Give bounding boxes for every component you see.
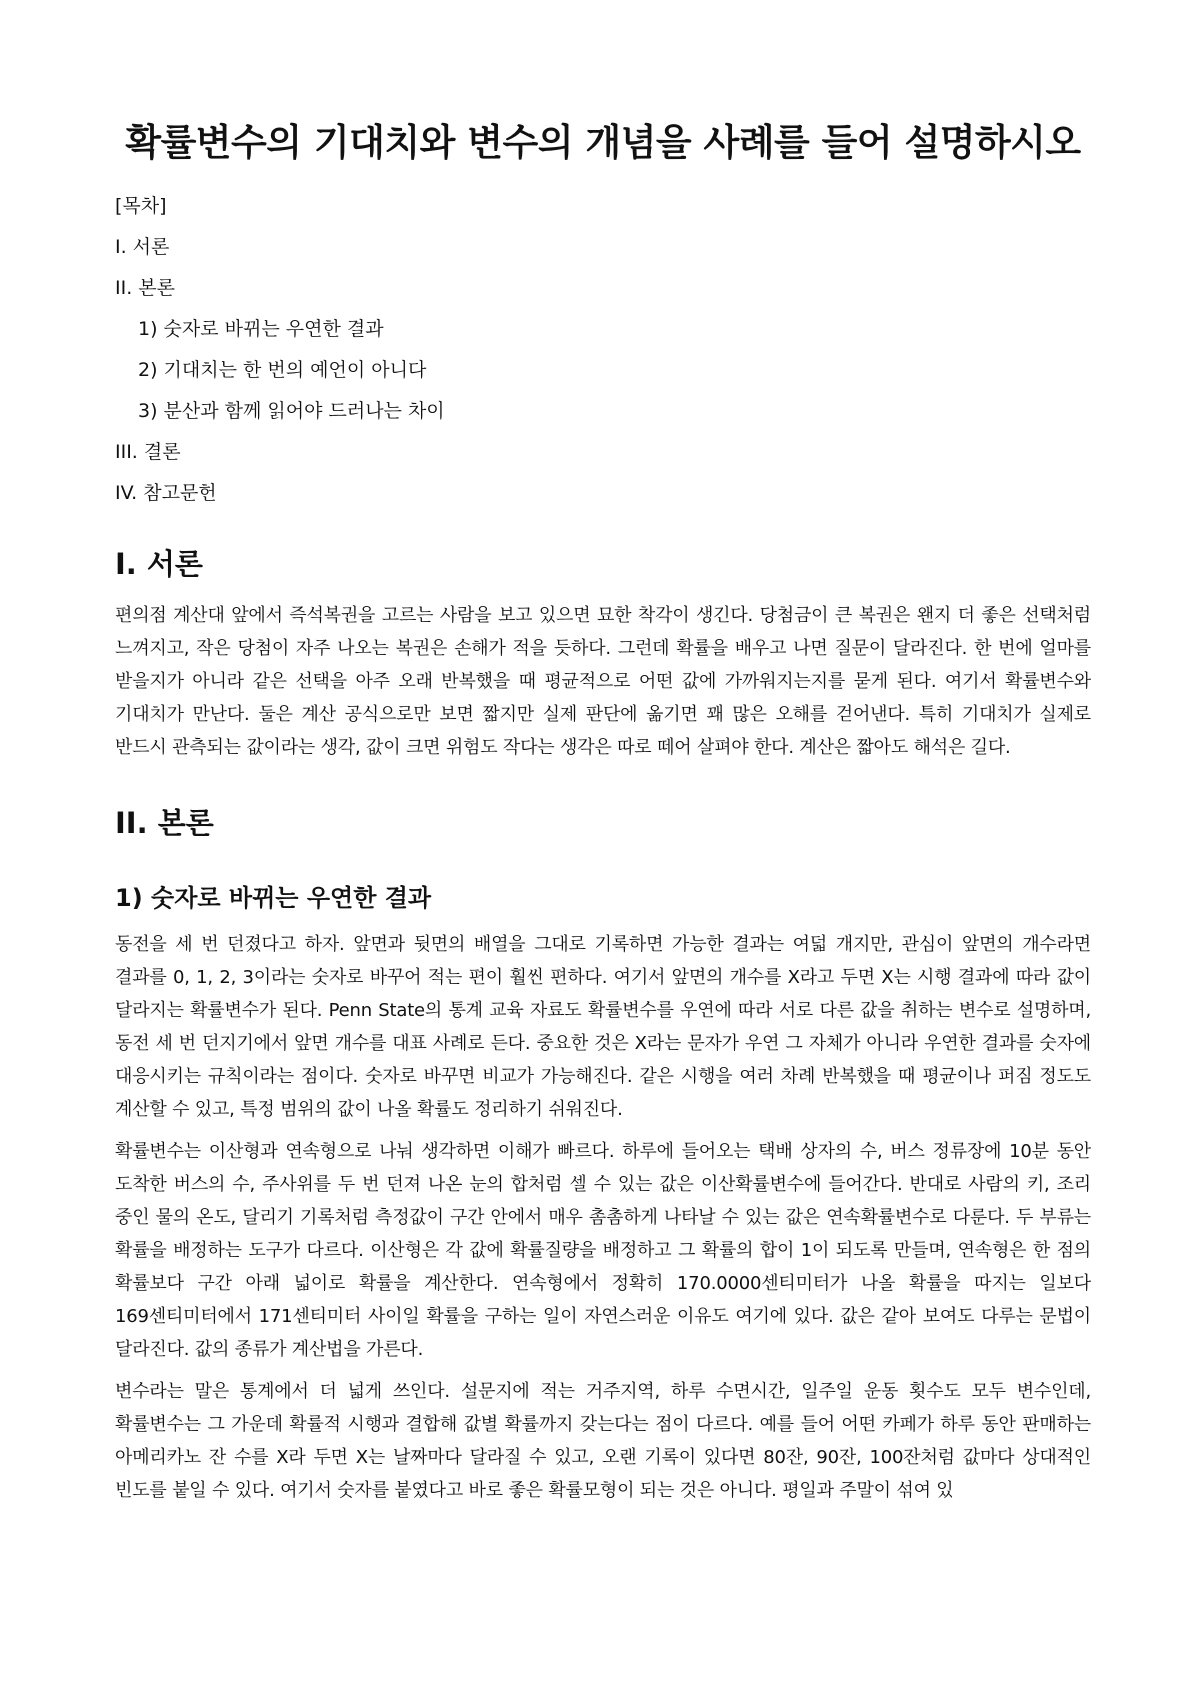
document-title: 확률변수의 기대치와 변수의 개념을 사례를 들어 설명하시오: [125, 121, 1081, 164]
toc-heading: [목차]: [115, 195, 167, 217]
section-heading-body: II. 본론: [115, 806, 214, 840]
body-paragraph: 동전을 세 번 던졌다고 하자. 앞면과 뒷면의 배열을 그대로 기록하면 가능한 결과는 여덟 개지만, 관심이 앞면의 개수라면 결과를 0, 1, 2, 3이라는 숫자로 바꾸어 적는 편이 훨씬 편하다. 여기서 앞면의 개수를 X라고 두면 X는 시행 결과에 따라 값이 달라지는 확률변수가 된다. Penn State의 통계 교육 자료도 확률변수를 우연에 따라 서로 다른 값을 취하는 변수로 설명하며, 동전 세 번 던지기에서 앞면 개수를 대표 사례로 든다. 중요한 것은 X라는 문자가 우연 그 자체가 아니라 우연한 결과를 숫자에 대응시키는 규칙이라는 점이다. 숫자로 바꾸면 비교가 가능해진다. 같은 시행을 여러 차례 반복했을 때 평균이나 퍼짐 정도도 계산할 수 있고, 특정 범위의 값이 나올 확률도 정리하기 쉬워진다.: [115, 934, 1091, 1120]
body-paragraph: 변수라는 말은 통계에서 더 넓게 쓰인다. 설문지에 적는 거주지역, 하루 수면시간, 일주일 운동 횟수도 모두 변수인데, 확률변수는 그 가운데 확률적 시행과 결합해 값별 확률까지 갖는다는 점이 다르다. 예를 들어 어떤 카페가 하루 동안 판매하는 아메리카노 잔 수를 X라 두면 X는 날짜마다 달라질 수 있고, 오랜 기록이 있다면 80잔, 90잔, 100잔처럼 값마다 상대적인 빈도를 붙일 수 있다. 여기서 숫자를 붙였다고 바로 좋은 확률모형이 되는 것은 아니다. 평일과 주말이 섞여 있: [115, 1381, 1091, 1501]
table-of-contents: [115, 194, 1091, 505]
section-heading-intro: I. 서론: [115, 547, 203, 581]
toc-item-body: II. 본론: [115, 277, 175, 299]
body-paragraph: 확률변수는 이산형과 연속형으로 나눠 생각하면 이해가 빠르다. 하루에 들어오는 택배 상자의 수, 버스 정류장에 10분 동안 도착한 버스의 수, 주사위를 두 번 던져 나온 눈의 합처럼 셀 수 있는 값은 이산확률변수에 들어간다. 반대로 사람의 키, 조리 중인 물의 온도, 달리기 기록처럼 측정값이 구간 안에서 매우 촘촘하게 나타날 수 있는 값은 연속확률변수로 다룬다. 두 부류는 확률을 배정하는 도구가 다르다. 이산형은 각 값에 확률질량을 배정하고 그 확률의 합이 1이 되도록 만들며, 연속형은 한 점의 확률보다 구간 아래 넓이로 확률을 계산한다. 연속형에서 정확히 170.0000센티미터가 나올 확률을 따지는 일보다 169센티미터에서 171센티미터 사이일 확률을 구하는 일이 자연스러운 이유도 여기에 있다. 값은 같아 보여도 다루는 문법이 달라진다. 값의 종류가 계산법을 가른다.: [115, 1141, 1091, 1360]
subsection-heading-1: 1) 숫자로 바뀌는 우연한 결과: [115, 884, 432, 912]
intro-paragraph: 편의점 계산대 앞에서 즉석복권을 고르는 사람을 보고 있으면 묘한 착각이 생긴다. 당첨금이 큰 복권은 왠지 더 좋은 선택처럼 느껴지고, 작은 당첨이 자주 나오는 복권은 손해가 적을 듯하다. 그런데 확률을 배우고 나면 질문이 달라진다. 한 번에 얼마를 받을지가 아니라 같은 선택을 아주 오래 반복했을 때 평균적으로 어떤 값에 가까워지는지를 묻게 된다. 여기서 확률변수와 기대치가 만난다. 둘은 계산 공식으로만 보면 짧지만 실제 판단에 옮기면 꽤 많은 오해를 걷어낸다. 특히 기대치가 실제로 반드시 관측되는 값이라는 생각, 값이 크면 위험도 작다는 생각은 따로 떼어 살펴야 한다. 계산은 짧아도 해석은 길다.: [115, 605, 1091, 758]
toc-item-references: IV. 참고문헌: [115, 482, 217, 504]
toc-item-conclusion: III. 결론: [115, 441, 181, 463]
toc-item-body-1: 1) 숫자로 바뀌는 우연한 결과: [138, 318, 384, 340]
toc-item-intro: I. 서론: [115, 236, 170, 258]
toc-item-body-2: 2) 기대치는 한 번의 예언이 아니다: [138, 359, 427, 381]
toc-item-body-3: 3) 분산과 함께 읽어야 드러나는 차이: [138, 400, 445, 422]
